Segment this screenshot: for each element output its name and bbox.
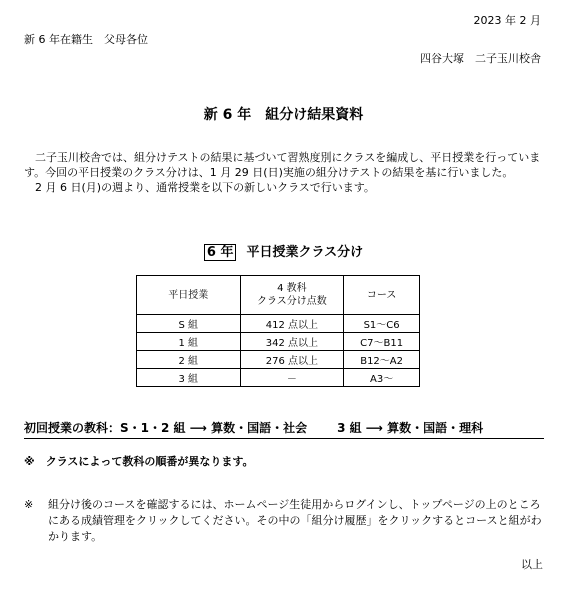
note-2 bbox=[24, 497, 544, 545]
section-heading bbox=[0, 241, 567, 260]
header-weekday-class: 平日授業 bbox=[137, 276, 241, 315]
table-row bbox=[137, 333, 420, 351]
table-cell: 2 組 bbox=[137, 351, 241, 369]
first-class-right: 3 組 ⟶ 算数・国語・理科 bbox=[337, 421, 484, 435]
table-cell: B12～A2 bbox=[344, 351, 420, 369]
table-cell: S 組 bbox=[137, 315, 241, 333]
intro-paragraph-2: 2 月 6 日(月)の週より、通常授業を以下の新しいクラスで行います。 bbox=[35, 181, 375, 194]
table-cell: 342 点以上 bbox=[240, 333, 344, 351]
table-row bbox=[137, 369, 420, 387]
table-cell: 1 組 bbox=[137, 333, 241, 351]
table-cell: S1～C6 bbox=[344, 315, 420, 333]
table-cell: － bbox=[240, 369, 344, 387]
intro-text bbox=[24, 150, 544, 195]
first-class-left: 初回授業の教科：S・1・2 組 ⟶ 算数・国語・社会 bbox=[24, 421, 308, 435]
document-title: 新 6 年 組分け結果資料 bbox=[203, 107, 364, 123]
note-2-text: 組分け後のコースを確認するには、ホームページ生徒用からログインし、トップページの上のところにある成績管理をクリックしてください。その中の「組分け履歴」をクリックするとコースと組がわかります。 bbox=[48, 498, 542, 543]
note-mark: ※ bbox=[24, 498, 34, 511]
first-class-subjects bbox=[24, 419, 544, 439]
header-score: 4 教科 クラス分け点数 bbox=[240, 276, 344, 315]
table-row bbox=[137, 315, 420, 333]
closing-text: 以上 bbox=[521, 558, 543, 571]
intro-paragraph-1: 二子玉川校舎では、組分けテストの結果に基づいて習熟度別にクラスを編成し、平日授業を行っています。今回の平日授業のクラス分けは、1 月 29 日(日)実施の組分けテストの結果を基に行いました。 bbox=[24, 151, 541, 179]
table-cell: 412 点以上 bbox=[240, 315, 344, 333]
table-cell: 3 組 bbox=[137, 369, 241, 387]
class-table bbox=[136, 275, 420, 387]
table-header-row bbox=[137, 276, 420, 315]
sender-line: 四谷大塚 二子玉川校舎 bbox=[420, 52, 541, 65]
note-mark: ※ bbox=[24, 455, 35, 468]
note-1-text: クラスによって教科の順番が異なります。 bbox=[45, 455, 254, 468]
note-1 bbox=[24, 453, 254, 469]
grade-box: 6 年 bbox=[204, 244, 237, 261]
recipient-line: 新 6 年在籍生 父母各位 bbox=[24, 33, 148, 46]
table-cell: 276 点以上 bbox=[240, 351, 344, 369]
table-cell: A3～ bbox=[344, 369, 420, 387]
table-row bbox=[137, 351, 420, 369]
header-course: コース bbox=[344, 276, 420, 315]
document-date: 2023 年 2 月 bbox=[473, 14, 541, 27]
section-heading-text: 平日授業クラス分け bbox=[246, 245, 364, 260]
table-cell: C7～B11 bbox=[344, 333, 420, 351]
